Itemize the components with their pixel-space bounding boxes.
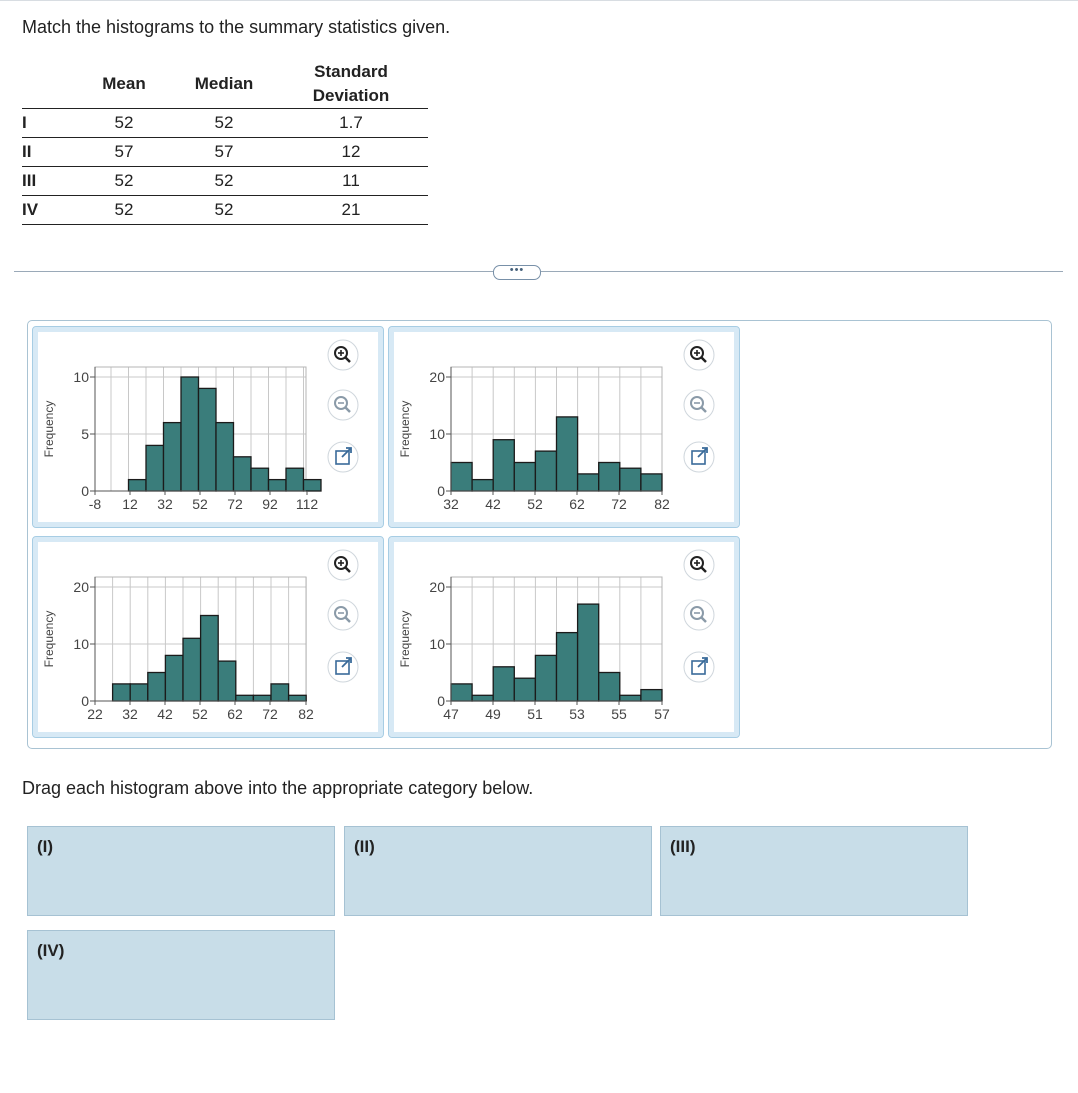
zoom-out-icon[interactable] [328, 600, 358, 630]
tool-button-bg [684, 390, 714, 420]
tool-button-bg [684, 550, 714, 580]
histogram-bar [216, 423, 234, 491]
histogram-bar [271, 684, 289, 701]
x-tick-label: 72 [262, 706, 278, 722]
x-tick-label: 22 [87, 706, 103, 722]
y-tick-label: 10 [429, 426, 445, 442]
mean-cell: 57 [74, 138, 174, 167]
y-axis-label: Frequency [42, 400, 56, 458]
histogram-bar [493, 667, 514, 701]
x-tick-label: 32 [157, 496, 173, 512]
row-label: IV [22, 196, 74, 225]
top-border [0, 0, 1078, 1]
histogram-card-1[interactable] [32, 326, 384, 528]
x-tick-label: 72 [611, 496, 627, 512]
mean-header: Mean [102, 74, 146, 93]
histogram-bar [129, 480, 147, 491]
x-tick-label: 55 [611, 706, 627, 722]
histogram-bar [535, 451, 556, 491]
x-tick-label: 57 [654, 706, 670, 722]
histogram-bar [113, 684, 131, 701]
histogram-bar [451, 463, 472, 492]
histogram-bar [201, 616, 219, 702]
mean-cell: 52 [74, 167, 174, 196]
open-new-window-icon[interactable] [328, 442, 358, 472]
mean-cell: 52 [74, 196, 174, 225]
histogram-bar [514, 678, 535, 701]
tool-button-bg [328, 550, 358, 580]
x-tick-label: 51 [527, 706, 543, 722]
y-tick-label: 5 [81, 426, 89, 442]
histogram-bar [148, 673, 166, 702]
histogram-bar [251, 468, 269, 491]
tool-button-bg [328, 390, 358, 420]
x-tick-label: 32 [122, 706, 138, 722]
histogram-bar [269, 480, 287, 491]
drag-instruction: Drag each histogram above into the appropriate category below. [22, 778, 534, 798]
drop-target-III[interactable] [660, 826, 968, 916]
histogram-bar [641, 690, 662, 701]
histogram-bar [472, 695, 493, 701]
histogram-bar [451, 684, 472, 701]
histogram-chart-1 [33, 327, 383, 527]
median-cell: 52 [174, 109, 274, 138]
x-tick-label: 82 [654, 496, 670, 512]
histogram-bar [599, 463, 620, 492]
histogram-bar [183, 638, 201, 701]
x-tick-label: 42 [485, 496, 501, 512]
y-tick-label: 0 [81, 483, 89, 499]
x-tick-label: 72 [227, 496, 243, 512]
open-new-window-icon[interactable] [684, 442, 714, 472]
median-cell: 52 [174, 196, 274, 225]
y-tick-label: 20 [429, 369, 445, 385]
zoom-in-icon[interactable] [328, 340, 358, 370]
section-divider-right [541, 271, 1063, 272]
x-tick-label: 92 [262, 496, 278, 512]
drop-target-I[interactable] [27, 826, 335, 916]
drop-target-IV[interactable] [27, 930, 335, 1020]
zoom-out-icon[interactable] [684, 600, 714, 630]
histogram-bar [304, 480, 322, 491]
row-label: III [22, 167, 74, 196]
y-tick-label: 0 [437, 483, 445, 499]
drop-target-label: (IV) [37, 941, 65, 960]
tool-button-bg [684, 600, 714, 630]
x-tick-label: 52 [192, 496, 208, 512]
histogram-bar [620, 695, 641, 701]
zoom-in-icon[interactable] [684, 340, 714, 370]
sd-header [274, 60, 428, 109]
x-tick-label: -8 [88, 496, 102, 512]
x-tick-label: 12 [122, 496, 138, 512]
table-row [22, 138, 428, 167]
sd-header-line2: Deviation [312, 86, 390, 105]
tool-button-bg [684, 340, 714, 370]
row-label: I [22, 109, 74, 138]
histogram-bar [218, 661, 236, 701]
histogram-bar [472, 480, 493, 491]
zoom-in-icon[interactable] [684, 550, 714, 580]
histogram-bar [578, 474, 599, 491]
histogram-bar [620, 468, 641, 491]
zoom-out-icon[interactable] [328, 390, 358, 420]
tool-button-bg [328, 340, 358, 370]
histogram-bar [234, 457, 252, 491]
histogram-card-3[interactable] [32, 536, 384, 738]
open-new-window-icon[interactable] [328, 652, 358, 682]
summary-statistics-table [22, 60, 428, 225]
histogram-bar [557, 417, 578, 491]
open-new-window-icon[interactable] [684, 652, 714, 682]
x-tick-label: 62 [227, 706, 243, 722]
histogram-bar [535, 655, 556, 701]
histogram-bar [641, 474, 662, 491]
median-cell: 52 [174, 167, 274, 196]
zoom-in-icon[interactable] [328, 550, 358, 580]
x-tick-label: 49 [485, 706, 501, 722]
histogram-bar [253, 695, 271, 701]
histogram-bar [164, 423, 182, 491]
mean-cell: 52 [74, 109, 174, 138]
y-tick-label: 10 [73, 636, 89, 652]
sd-cell: 12 [274, 138, 428, 167]
sd-cell: 1.7 [274, 109, 428, 138]
y-tick-label: 10 [429, 636, 445, 652]
median-header: Median [194, 74, 254, 93]
histogram-bar [181, 377, 199, 491]
y-tick-label: 20 [73, 579, 89, 595]
histogram-bar [130, 684, 148, 701]
drop-target-label: (I) [37, 837, 54, 856]
histogram-bar [236, 695, 254, 701]
y-axis-label: Frequency [42, 610, 56, 668]
histogram-bar [199, 388, 217, 491]
histogram-bar [599, 673, 620, 702]
more-options-button[interactable]: ••• [493, 265, 541, 280]
table-row [22, 167, 428, 196]
y-tick-label: 0 [437, 693, 445, 709]
histogram-card-2[interactable] [388, 326, 740, 528]
x-tick-label: 62 [569, 496, 585, 512]
sd-cell: 21 [274, 196, 428, 225]
histogram-card-4[interactable] [388, 536, 740, 738]
histogram-bar [578, 604, 599, 701]
y-tick-label: 0 [81, 693, 89, 709]
row-label: II [22, 138, 74, 167]
histogram-bar [289, 695, 307, 701]
y-tick-label: 10 [73, 369, 89, 385]
histogram-bar [493, 440, 514, 491]
x-tick-label: 42 [157, 706, 173, 722]
histogram-bar [165, 655, 183, 701]
x-tick-label: 112 [295, 496, 319, 512]
question-prompt: Match the histograms to the summary statistics given. [22, 17, 451, 37]
drop-target-label: (II) [354, 837, 375, 856]
sd-header-line1: Standard [314, 62, 388, 81]
table-row [22, 196, 428, 225]
x-tick-label: 52 [192, 706, 208, 722]
histogram-chart-3 [33, 537, 383, 737]
table-row [22, 109, 428, 138]
median-cell: 57 [174, 138, 274, 167]
x-tick-label: 32 [443, 496, 459, 512]
x-tick-label: 52 [527, 496, 543, 512]
zoom-out-icon[interactable] [684, 390, 714, 420]
drop-target-II[interactable] [344, 826, 652, 916]
x-tick-label: 47 [443, 706, 459, 722]
histogram-chart-2 [389, 327, 739, 527]
row-label-header [22, 60, 74, 109]
y-axis-label: Frequency [398, 400, 412, 458]
x-tick-label: 82 [298, 706, 314, 722]
histogram-bar [557, 633, 578, 701]
histogram-chart-4 [389, 537, 739, 737]
y-axis-label: Frequency [398, 610, 412, 668]
section-divider-left [14, 271, 494, 272]
sd-cell: 11 [274, 167, 428, 196]
drop-target-label: (III) [670, 837, 696, 856]
tool-button-bg [328, 600, 358, 630]
histogram-bar [514, 463, 535, 492]
y-tick-label: 20 [429, 579, 445, 595]
x-tick-label: 53 [569, 706, 585, 722]
histogram-bar [146, 445, 164, 491]
histogram-bar [286, 468, 304, 491]
